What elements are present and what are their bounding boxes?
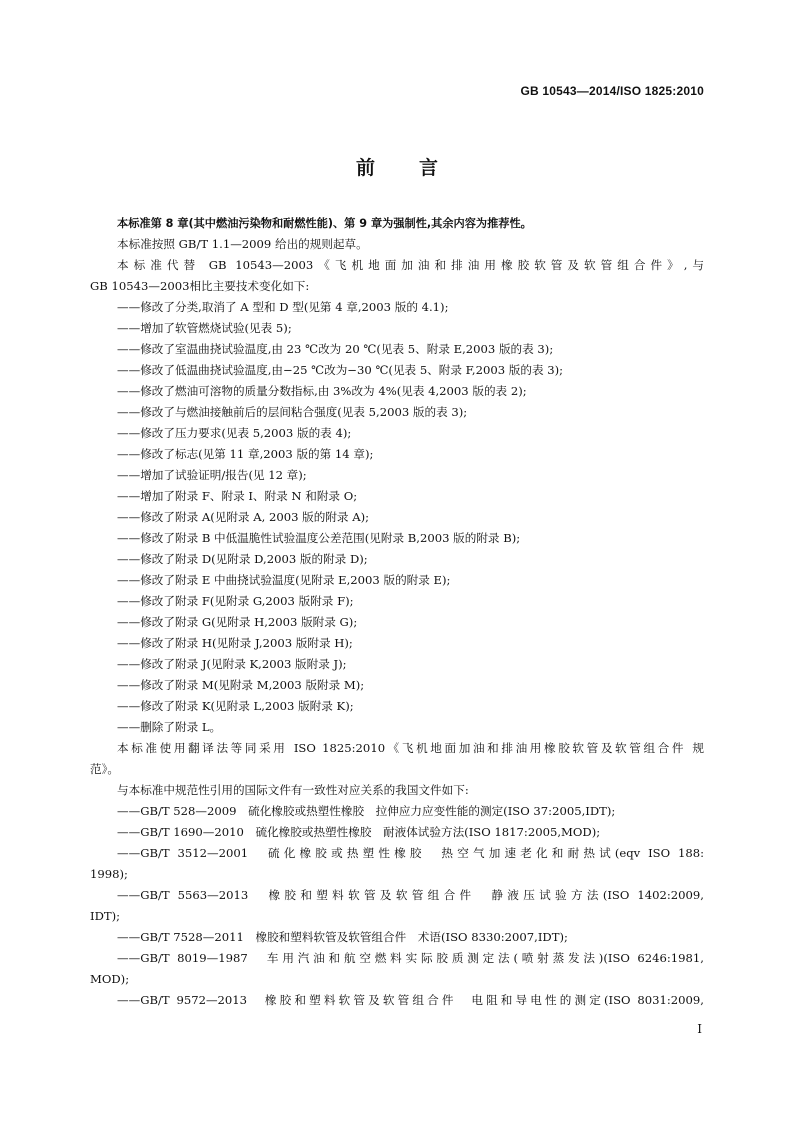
page-number: I (697, 1022, 702, 1036)
reference-item: ——GB/T 5563—2013 橡胶和塑料软管及软管组合件 静液压试验方法(ISO 1402:2009, (117, 888, 704, 902)
change-item: ——修改了压力要求(见表 5,2003 版的表 4); (117, 426, 352, 440)
translation-paragraph-line-1: 本标准使用翻译法等同采用 ISO 1825:2010《飞机地面加油和排油用橡胶软管及软管组合件 规 (117, 741, 704, 755)
reference-item: ——GB/T 1690—2010 硫化橡胶或热塑性橡胶 耐液体试验方法(ISO 1817:2005,MOD); (117, 825, 601, 839)
references-list (90, 801, 704, 1011)
reference-item-continuation: 1998); (90, 867, 128, 881)
change-item: ——修改了附录 A(见附录 A, 2003 版的附录 A); (117, 510, 370, 524)
reference-item-continuation: IDT); (90, 909, 121, 923)
reference-item: ——GB/T 9572—2013 橡胶和塑料软管及软管组合件 电阻和导电性的测定(ISO 8031:2009, (117, 993, 704, 1007)
change-item: ——修改了标志(见第 11 章,2003 版的第 14 章); (117, 447, 374, 461)
change-item: ——修改了附录 J(见附录 K,2003 版附录 J); (117, 657, 347, 671)
change-item: ——修改了附录 E 中曲挠试验温度(见附录 E,2003 版的附录 E); (117, 573, 451, 587)
change-item: ——修改了附录 K(见附录 L,2003 版附录 K); (117, 699, 354, 713)
replacement-paragraph-line-2: GB 10543—2003相比主要技术变化如下: (90, 279, 310, 293)
change-item: ——增加了附录 F、附录 I、附录 N 和附录 O; (117, 489, 358, 503)
page-title (0, 153, 794, 180)
changes-list (90, 297, 704, 738)
change-item: ——修改了燃油可溶物的质量分数指标,由 3%改为 4%(见表 4,2003 版的表 2); (117, 384, 527, 398)
title-char-2: 言 (419, 157, 439, 179)
change-item: ——修改了附录 G(见附录 H,2003 版附录 G); (117, 615, 358, 629)
change-item: ——修改了分类,取消了 A 型和 D 型(见第 4 章,2003 版的 4.1); (117, 300, 449, 314)
change-item: ——修改了附录 B 中低温脆性试验温度公差范围(见附录 B,2003 版的附录 B); (117, 531, 521, 545)
change-item: ——修改了附录 F(见附录 G,2003 版附录 F); (117, 594, 354, 608)
translation-paragraph-line-2: 范》。 (90, 762, 119, 776)
title-char-1: 前 (355, 157, 375, 179)
change-item: ——增加了软管燃烧试验(见表 5); (117, 321, 292, 335)
change-item: ——删除了附录 L。 (117, 720, 222, 734)
reference-item: ——GB/T 3512—2001 硫化橡胶或热塑性橡胶 热空气加速老化和耐热试(eqv ISO 188: (117, 846, 704, 860)
change-item: ——修改了附录 H(见附录 J,2003 版附录 H); (117, 636, 353, 650)
references-intro: 与本标准中规范性引用的国际文件有一致性对应关系的我国文件如下: (117, 783, 469, 797)
mandatory-statement: 本标准第 8 章(其中燃油污染物和耐燃性能)、第 9 章为强制性,其余内容为推荐性。 (117, 217, 532, 230)
replacement-paragraph-line-1: 本标准代替 GB 10543—2003《飞机地面加油和排油用橡胶软管及软管组合件》,与 (117, 258, 704, 272)
change-item: ——修改了室温曲挠试验温度,由 23 ℃改为 20 ℃(见表 5、附录 E,2003 版的表 3); (117, 342, 554, 356)
reference-item: ——GB/T 528—2009 硫化橡胶或热塑性橡胶 拉伸应力应变性能的测定(ISO 37:2005,IDT); (117, 804, 616, 818)
change-item: ——增加了试验证明/报告(见 12 章); (117, 468, 307, 482)
reference-item: ——GB/T 7528—2011 橡胶和塑料软管及软管组合件 术语(ISO 8330:2007,IDT); (117, 930, 568, 944)
change-item: ——修改了与燃油接触前后的层间粘合强度(见表 5,2003 版的表 3); (117, 405, 468, 419)
reference-item: ——GB/T 8019—1987 车用汽油和航空燃料实际胶质测定法(喷射蒸发法)(ISO 6246:1981, (117, 951, 704, 965)
drafting-rules-paragraph: 本标准按照 GB/T 1.1—2009 给出的规则起草。 (117, 237, 368, 251)
standard-code-header: GB 10543—2014/ISO 1825:2010 (520, 84, 704, 98)
change-item: ——修改了附录 M(见附录 M,2003 版附录 M); (117, 678, 365, 692)
change-item: ——修改了附录 D(见附录 D,2003 版的附录 D); (117, 552, 368, 566)
change-item: ——修改了低温曲挠试验温度,由−25 ℃改为−30 ℃(见表 5、附录 F,2003 版的表 3); (117, 363, 564, 377)
reference-item-continuation: MOD); (90, 972, 130, 986)
foreword-body (90, 213, 704, 1011)
